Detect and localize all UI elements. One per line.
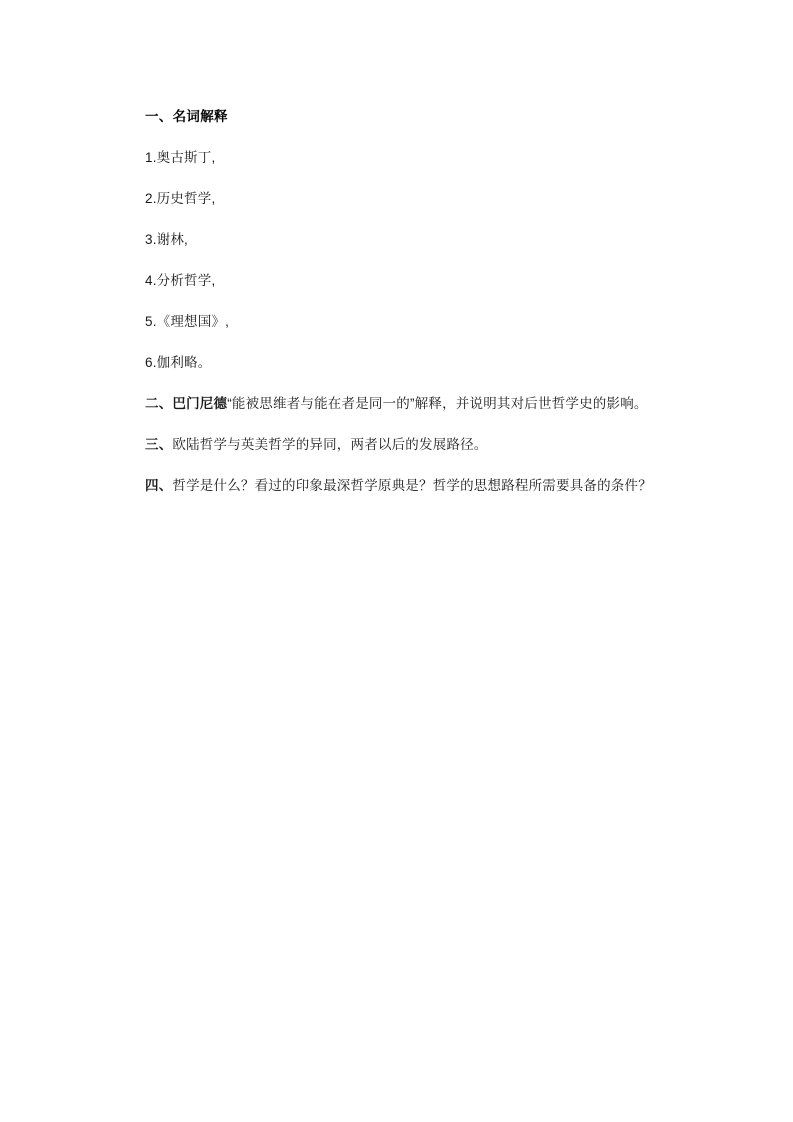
question-two-text: “能被思维者与能在者是同一的”解释，并说明其对后世哲学史的影响。 [227,396,648,411]
question-four-lead: 四、 [145,478,173,493]
term-item-6: 6.伽利略。 [145,355,212,370]
section-heading-one: 一、名词解释 [145,109,228,124]
term-item-5: 5.《理想国》, [145,314,230,329]
question-three-text: 欧陆哲学与英美哲学的异同，两者以后的发展路径。 [172,437,488,452]
question-two [118,383,680,424]
question-three [118,424,680,465]
term-item-3: 3.谢林, [145,232,189,247]
term-item-4: 4.分析哲学, [145,273,216,288]
question-three-lead: 三、 [145,437,173,452]
question-four [118,465,680,506]
question-four-text: 哲学是什么？看过的印象最深哲学原典是？哲学的思想路程所需要具备的条件？ [172,478,652,493]
question-two-lead: 二、巴门尼德 [145,396,228,411]
term-item-1: 1.奥古斯丁, [145,150,216,165]
document-body [118,96,680,506]
term-item-2: 2.历史哲学, [145,191,216,206]
